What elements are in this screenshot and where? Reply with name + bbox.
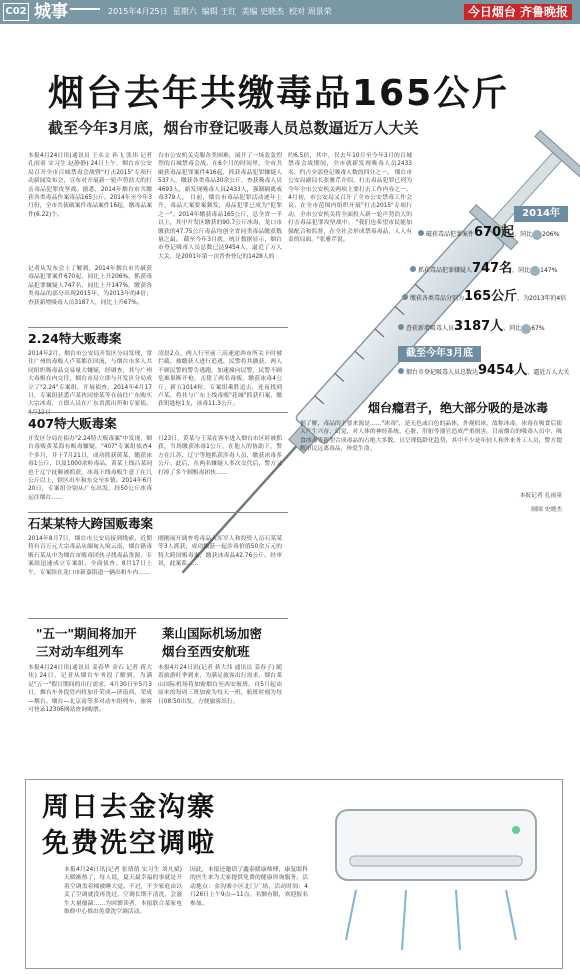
case-224-text: 2014年2月，烟台市公安局开发区分局发现，常住广州的毒贩人卢某都在回流，与烟台市多人共同组织吸毒品交易量大嫌疑，经调查，其与广州大毒贩在内交往，烟台市局立即与开发区分局成立了"2.24"专案组，开展侦查。2014年4月17日，专案组获悉卢某伙同徐某等在前往广东购买大宗冰毒，立即人员在广东省派出所和专家侦。 [28, 351, 152, 408]
bullet-icon [410, 266, 416, 272]
train-headline-2: 三对动车组列车 [36, 644, 124, 659]
lead-column-2: 台市公安机关克服各类困难，展开了一场轰轰烈烈的百城禁毒会战。在6个月的时间里，全市共破获毒品犯罪案件416起，抓获毒品犯罪嫌疑人537人，缴获各类毒品30余公斤，查获吸毒人员4693人，新发现吸毒人员2433人，强制隔离戒毒379人。 目前，烟台市毒品犯罪活动逐年上升，毒品大案要案频发，毒品犯罪已成为"犯罪之一"。2014年缴获毒品165公斤，总全省一半以上，其中开发区缴获的90.7公斤冰毒，龙口市缴获的47.75公斤毒品均创全省同类毒品缴获数量之最。 截至今年3月底，统计数据显示，烟台市登记吸毒人员总数已达9454人，逼近了万人大关，是2001年第一次普查登记的1428人的 [158, 153, 282, 260]
case-shi-text: 2014年8月7日，烟台市公安局接到线索，近期将有百万元大宗毒品从缅甸入境云南，烟台籍毒贩石某从中为烟台市贩毒团伙寻找毒品货源，专案组迅速成立专案组，全面侦查。8月17日上午，专案组在龙口市新嘉街道一辆出租车内…… [28, 536, 152, 576]
lead-column-3: 约6.5倍，其中，仅去年10月至今年3月的百城禁毒会战期间，全市就新发现吸毒人员2433名，约占全部登记吸毒人数的四分之一。 烟台市公安局副局长张雅芹介绍，打击毒品犯罪已列为今年全市公安机关两项主要打击工作内容之一。4月初，市公安局又召开了全市公安禁毒工作会议，在全市范围内组织开展"打击2015"专项行动，全市公安机关将全面投入新一轮声势浩大的打击毒品犯罪攻坚战中。 "我们也希望市民能加强配合和监督，在全社会形成禁毒毒品，人人有责的局面。"张雅芹说。 [288, 153, 412, 244]
percent-icon [532, 230, 542, 240]
percent-icon [521, 324, 531, 334]
essay-signature: 本报记者 孔雨童 [519, 493, 562, 499]
sunday-headline-2: 免费洗空调啦 [42, 828, 216, 859]
sunday-text-2: 因此，本报还邀请了鑫泰暖康师傅，康复眼科的医生来为大家提供免费的健康咨询服务。活动地点：金沟寨小区北门广场，活动时间：4月26日上午9点—11点。名额有限，欢迎报名参加。 [190, 867, 308, 907]
stat-row-suspects: 抓获毒品犯罪嫌疑人747名，同比 147% [410, 264, 557, 276]
train-text: 本报4月24日讯(通讯员 姜春华 金石 记者 蒋大伟) 24日，记者从烟台车务段了解到，为满足"五一"假日期间的出行需求，4月30日至5月3日，烟台车务段管内将加开荣成—济南西、荣成—烟台、烟台—北京南等多对动车组列车，旅客可登录12306网站查询购票。 [28, 665, 152, 714]
essay-title: 烟台瘾君子，绝大部分吸的是冰毒 [368, 401, 549, 415]
newspaper-logo: 今日烟台 齐鲁晚报 [464, 4, 572, 20]
air-conditioner-illustration [326, 790, 546, 960]
issue-meta: 2015年4月25日 星期六 编辑 王红 美编 史晓杰 校对 周景荣 [108, 7, 332, 16]
case-407-heading: 407特大贩毒案 [28, 416, 117, 431]
main-headline: 烟台去年共缴毒品165公斤 [48, 73, 510, 114]
stat-row-cases: 破获毒品犯罪案件670起，同比 206% [418, 228, 559, 240]
graphic-credit: 制图 史晓杰 [531, 507, 562, 513]
divider [28, 412, 288, 413]
case-224-heading: 2.24特大贩毒案 [28, 331, 122, 346]
section-title: 城事 [34, 2, 68, 22]
bullet-icon [398, 368, 404, 374]
percent-icon [530, 266, 540, 276]
sunday-ad-box [25, 779, 563, 969]
stats-year-label: 2014年 [514, 206, 568, 222]
essay-text: 据了解，毒品的主要来源是……"冰毒"，是无色或白色的晶体，外观似冰，故称冰毒。冰毒在吸食后使人产生兴奋、幻觉，对人体的神经系统、心脏、肝脏等器官造成严重损害。目前烟台的吸毒人员中，吸食冰毒等新型合成毒品的占绝大多数，且呈现低龄化趋势，其中不少是年轻人和外来务工人员，警方提醒市民远离毒品，珍爱生命。 [300, 421, 562, 453]
sunday-text-1: 本报4月24日讯(记者 张倩倩 实习生 刘凡斌) 天暖渐热了，每人说，夏天最幸福的事就是开着空调盖着棉被睡大觉。不过，不少家庭由以关了空调就没再洗过，空调长期不清洗，会滋生大量细菌……为回馈读者，本报联合某家电维修中心推出免费洗空调活动。 [64, 867, 182, 916]
airport-text: 本报4月24日讯(记者 蒋大伟 通讯员 姜春子) 随着旅游旺季到来，为满足旅客出行需求，烟台莱山国际机场将加密烟台至西安航班，自5月起由原来的每周三班加密为每天一班，航班时刻为每日08:50出发，方便旅客出行。 [158, 665, 282, 705]
case-407-text-2: 月23日，黄某与王某在客车进入烟台市区时被抓获，当场缴获冰毒1公斤，在他人的协助下，警方在江苏、辽宁等地抓获涉毒人员，缴获冰毒多公斤。此后，在两名嫌疑人多次交代后，警方又打掉了多个制贩毒团伙…… [158, 436, 282, 476]
case-shi-heading: 石某某特大跨国贩毒案 [28, 516, 154, 531]
bullet-icon [418, 230, 424, 236]
divider [28, 512, 288, 513]
bullet-icon [402, 294, 408, 300]
stats-end-label: 截至今年3月底 [398, 346, 481, 362]
sunday-headline-1: 周日去金沟寨 [42, 792, 216, 823]
stat-row-users: 查获新增吸毒人员3187人，同比 67% [398, 322, 545, 334]
stat-row-total: 烟台市登记吸毒人员总数达9454人，逼近万人大关 [398, 366, 569, 378]
stat-row-drugs: 缴获各类毒品分别为165公斤，为2013年的4倍 [402, 292, 566, 304]
case-shi-text-2: 刚刚展开调查将毒品入库军人和投资人员石某某等3人抓获，成功缴获一起涉毒价值50余万元的特大跨国贩毒案，缴获冰毒品42.76公斤。经审讯，此案系…… [158, 536, 282, 568]
main-subheadline: 截至今年3月底，烟台市登记吸毒人员总数逼近万人大关 [48, 119, 419, 137]
lead-column-1: 本报4月24日讯(通讯员 王永文 孙飞 张玮 记者 孔雨童 实习生 赵静静) 24日上午，烟台市公安局召开全市百城禁毒会战暨"打击2015"专项行动新闻发布会，宣布对开展新一轮声势浩大的打击毒品犯罪攻坚战。据悉，2014年烟台市共缴获各类毒品作案毒品165公斤。2014年至今年3月份，全市共侦破案件毒品案件16起，缴毒品案件(6.22)个。 [28, 153, 152, 218]
case-224-text-2: 凌晨2点，两人行至前三高速途西市所关卡时被拦截，被缴获人进行追逃，民警将其擒获，两人不顾民警的警告逃跑，加速撞向民警，民警不顾危难果断开枪，击毙了两名毒贩，缴获冰毒4公斤，新五1014粒。专案组乘胜追击，连夜找到卢某，将其与广东上线毒贩"花城"抓获归案，缴获钥匙枪1支，冰毒11.3公斤。 [158, 351, 282, 408]
divider [28, 327, 288, 328]
stats-panel [398, 206, 576, 382]
airport-headline-2: 烟台至西安航班 [162, 644, 250, 659]
bullet-icon [398, 324, 404, 330]
page-number: C02 [3, 3, 29, 21]
lead-column-1b: 记者从发布会上了解到，2014年烟台市共破获毒品犯罪案件670起，同比上升206%，抓获毒品犯罪嫌疑人747名，同比上升147%，缴获各类毒品的部分出现2015年，为2013年的4倍；查获新增吸毒人员3187人，同比上升67%。 [28, 266, 152, 306]
header-divider [70, 8, 100, 10]
airport-headline-1: 莱山国际机场加密 [162, 626, 263, 641]
case-407-text: 开发区分局在侦办"2.24特大贩毒案"中发现，烟台毒贩黄某海有贩毒嫌疑，"407"专案组侦查4个多月，并于7月21日，成功抓获黄某，缴获冰毒1公斤，以及1000余粒毒品。黄某上线吕某同也于辽宁抚顺被抓获，冰毒下线毒贩生意丁在几公斤以上，辖区出车和东交至乡镇。2014年6月20日，专案组分别从广东出发，经50公斤冰毒运往烟台…… [28, 436, 152, 501]
train-headline-1: "五一"期间将加开 [36, 626, 137, 641]
divider [28, 618, 288, 619]
